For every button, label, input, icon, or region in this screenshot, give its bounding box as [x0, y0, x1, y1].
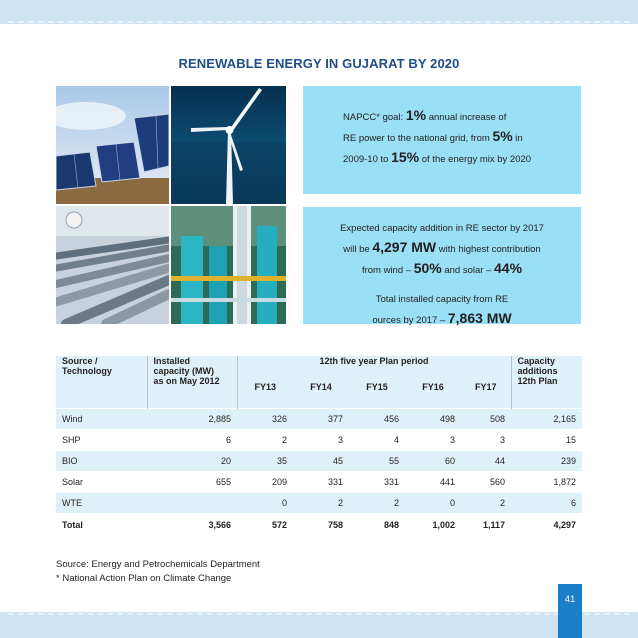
cell-fy15: 2 — [349, 492, 405, 513]
cell-total-fy17: 1,117 — [461, 513, 511, 537]
cell-capacity-additions: 6 — [511, 492, 582, 513]
cell-fy13: 326 — [237, 408, 293, 429]
cell-fy14: 3 — [293, 429, 349, 450]
cell-fy17: 44 — [461, 450, 511, 471]
cell-total-label: Total — [56, 513, 147, 537]
capacity-line-4: Total installed capacity from RE — [375, 294, 509, 305]
cell-capacity-additions: 2,165 — [511, 408, 582, 429]
cell-source: Wind — [56, 408, 147, 429]
cell-total-fy13: 572 — [237, 513, 293, 537]
cell-installed: 2,885 — [147, 408, 237, 429]
header-fy16: FY16 — [422, 382, 444, 392]
cell-fy15: 55 — [349, 450, 405, 471]
cell-installed: 655 — [147, 471, 237, 492]
capacity-addition-box — [303, 207, 581, 324]
cell-source: Solar — [56, 471, 147, 492]
cell-total-capacity-additions: 4,297 — [511, 513, 582, 537]
cell-capacity-additions: 15 — [511, 429, 582, 450]
table-row — [56, 429, 582, 450]
cell-installed — [147, 492, 237, 513]
bottom-dashed-line — [8, 613, 630, 615]
capacity-line-3: from wind – 50% and solar – 44% — [361, 260, 523, 276]
source-line: Source: Energy and Petrochemicals Department — [56, 559, 260, 570]
goal-line-2: RE power to the national grid, from 5% in — [343, 128, 523, 144]
cell-fy16: 498 — [405, 408, 461, 429]
cell-total-fy14: 758 — [293, 513, 349, 537]
re-capacity-table — [56, 356, 582, 537]
cell-total-fy16: 1,002 — [405, 513, 461, 537]
header-fy15: FY15 — [366, 382, 388, 392]
cell-installed: 6 — [147, 429, 237, 450]
pipelines-photo — [56, 206, 169, 324]
napcc-goal-box — [303, 86, 581, 194]
cell-fy14: 45 — [293, 450, 349, 471]
page-number: 41 — [558, 584, 582, 638]
cell-fy16: 3 — [405, 429, 461, 450]
page-title: RENEWABLE ENERGY IN GUJARAT BY 2020 — [178, 56, 460, 71]
cell-fy14: 377 — [293, 408, 349, 429]
cell-fy15: 331 — [349, 471, 405, 492]
source-note — [56, 558, 260, 586]
table-row — [56, 450, 582, 471]
cell-source: SHP — [56, 429, 147, 450]
table-row — [56, 408, 582, 429]
header-capacity-additions: Capacity additions 12th Plan — [511, 356, 582, 408]
wind-turbine-photo — [171, 86, 286, 204]
footnote-line: * National Action Plan on Climate Change — [56, 573, 232, 584]
header-fy14: FY14 — [310, 382, 332, 392]
goal-line-3: 2009-10 to 15% of the energy mix by 2020 — [343, 149, 532, 165]
header-fy17: FY17 — [474, 382, 497, 392]
header-fy13: FY13 — [237, 382, 293, 408]
cell-capacity-additions: 239 — [511, 450, 582, 471]
table-row — [56, 492, 582, 513]
table-header-row — [56, 356, 582, 382]
cell-fy17: 3 — [461, 429, 511, 450]
cell-fy17: 508 — [461, 408, 511, 429]
header-installed: Installed capacity (MW) as on May 2012 — [147, 356, 237, 408]
cell-fy16: 60 — [405, 450, 461, 471]
capacity-line-5: ources by 2017 – 7,863 MW — [372, 310, 512, 326]
cell-fy14: 331 — [293, 471, 349, 492]
cell-fy16: 441 — [405, 471, 461, 492]
cell-installed: 20 — [147, 450, 237, 471]
cell-fy13: 35 — [237, 450, 293, 471]
cell-total-fy15: 848 — [349, 513, 405, 537]
cell-source: BIO — [56, 450, 147, 471]
capacity-line-2: will be 4,297 MW with highest contribution — [343, 239, 541, 255]
photo-collage — [56, 86, 286, 324]
cell-fy17: 2 — [461, 492, 511, 513]
cell-fy16: 0 — [405, 492, 461, 513]
cell-source: WTE — [56, 492, 147, 513]
cell-fy15: 456 — [349, 408, 405, 429]
bottom-band — [0, 612, 638, 638]
goal-line-1: NAPCC* goal: 1% annual increase of — [343, 107, 507, 123]
header-plan-period: 12th five year Plan period — [237, 356, 511, 382]
solar-panels-photo — [56, 86, 169, 204]
cell-fy15: 4 — [349, 429, 405, 450]
biogas-plant-photo — [171, 206, 286, 324]
cell-total-installed: 3,566 — [147, 513, 237, 537]
cell-fy13: 0 — [237, 492, 293, 513]
table-row — [56, 471, 582, 492]
table-total-row — [56, 513, 582, 537]
capacity-line-1: Expected capacity addition in RE sector by 2017 — [340, 223, 544, 234]
cell-fy13: 2 — [237, 429, 293, 450]
cell-capacity-additions: 1,872 — [511, 471, 582, 492]
cell-fy14: 2 — [293, 492, 349, 513]
header-source: Source / Technology — [62, 356, 112, 376]
cell-fy17: 560 — [461, 471, 511, 492]
top-dashed-line — [8, 21, 630, 23]
cell-fy13: 209 — [237, 471, 293, 492]
